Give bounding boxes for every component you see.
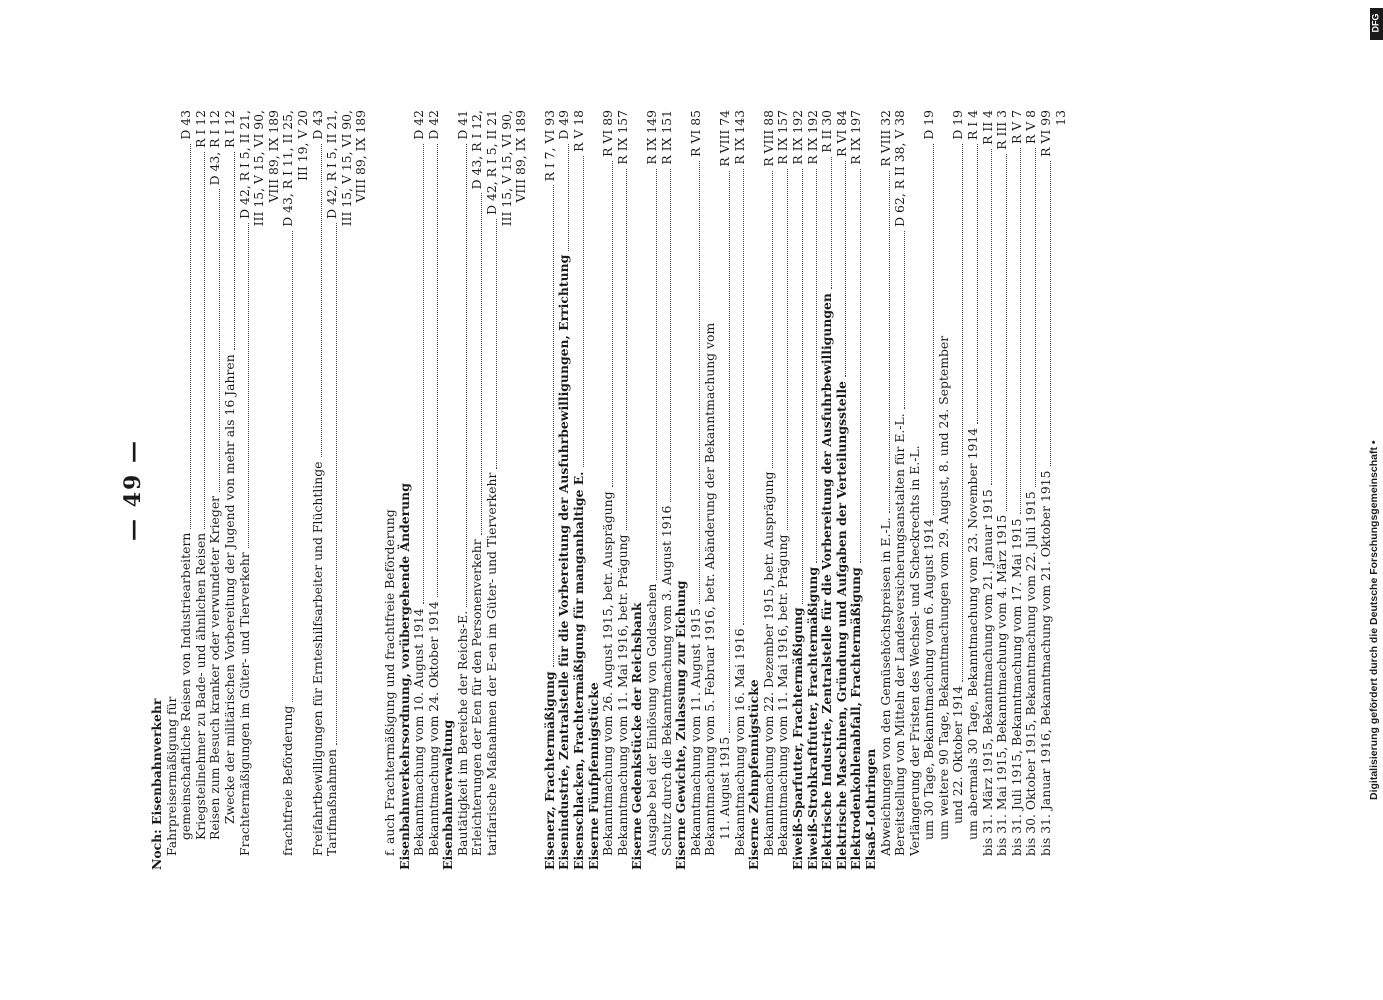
index-text: f. auch Frachtermäßigung und frachtfreie Beförderung xyxy=(381,509,397,856)
index-text: Bekanntmachung vom 22. Dezember 1915, betr. Ausprägung xyxy=(760,471,776,856)
index-text: Bekanntmachung vom 26. August 1915, betr. Ausprägung xyxy=(600,491,616,856)
index-text: frachtfreie Beförderung xyxy=(280,705,296,856)
index-text: Bekanntmachung vom 10. August 1914 xyxy=(411,608,427,856)
index-text: und 22. Oktober 1914 xyxy=(950,685,966,824)
leader-dots xyxy=(860,169,861,564)
index-ref: R VI 99 xyxy=(1038,110,1054,157)
index-ref: R VI 84 xyxy=(833,110,849,157)
index-ref: D 19 xyxy=(921,110,937,140)
index-text: Schutz durch die Bekanntmachung vom 3. August 1916 xyxy=(658,505,674,856)
leader-dots xyxy=(481,193,482,535)
index-ref: D 41 xyxy=(454,110,470,140)
index-ref: R I 12 xyxy=(192,110,208,148)
index-ref: D 42, R I 5, II 21, xyxy=(236,110,252,219)
index-entry xyxy=(645,110,660,870)
index-entries xyxy=(150,110,1068,870)
leader-dots xyxy=(219,189,220,492)
index-entry xyxy=(937,110,952,870)
index-text: Frachtermäßigungen im Güter- und Tierverkehr xyxy=(236,552,252,856)
index-entry xyxy=(281,110,296,870)
index-text: bis 31. Januar 1916, Bekanntmachung vom 21. Oktober 1915 xyxy=(1038,470,1054,856)
index-entry xyxy=(630,110,645,870)
index-ref: D 42, R I 5, II 21 xyxy=(484,110,500,215)
index-entry xyxy=(150,110,165,870)
leader-dots xyxy=(1035,148,1036,487)
index-entry xyxy=(879,110,894,870)
leader-dots xyxy=(553,185,554,667)
index-ref: R III 3 xyxy=(994,110,1010,150)
index-entry xyxy=(325,110,340,870)
index-heading: Elektrische Industrie, Zentralstelle für die Vorbereitung der Ausfuhrbewilligungen xyxy=(819,293,835,870)
index-entry xyxy=(762,110,777,870)
footer-number-row xyxy=(1054,110,1069,870)
index-ref-continuation xyxy=(354,110,369,870)
index-entry xyxy=(587,110,602,870)
leader-dots xyxy=(1050,161,1051,467)
leader-dots xyxy=(1020,148,1021,514)
index-ref: R VI 85 xyxy=(687,110,703,157)
index-text: Bekanntmachung vom 24. Oktober 1914 xyxy=(425,601,441,856)
index-entry xyxy=(427,110,442,870)
index-text: tarifarische Maßnahmen der E-en im Güter- und Tierverkehr xyxy=(484,472,500,856)
index-text: Erleichterungen der Een für den Personenverkehr xyxy=(469,539,485,856)
index-heading: Eisenbahnverkehrsordnung, vorübergehende Änderung xyxy=(396,483,412,870)
index-text: Bekanntmachung vom 5. Februar 1916, betr. Abänderung der Bekanntmachung vom xyxy=(702,322,718,856)
index-ref: D 62, R II 38, V 38 xyxy=(892,110,908,227)
index-heading: Eiweiß-Sparfutter, Frachtermäßigung xyxy=(789,607,805,870)
spacer xyxy=(369,110,383,870)
index-entry xyxy=(981,110,996,870)
index-entry xyxy=(557,110,572,870)
index-entry xyxy=(951,110,966,870)
index-ref: D 43, R I 11, II 25, xyxy=(280,110,296,227)
index-heading: Eisenerz, Frachtermäßigung xyxy=(541,671,557,870)
index-ref: R IX 157 xyxy=(614,110,630,165)
index-text: Freifahrtbewilligungen für Ernteshilfsarbeiter und Flüchtlinge xyxy=(309,461,325,856)
index-text: Bekanntmachung vom 16. Mai 1916 xyxy=(731,628,747,856)
index-ref: R I 4 xyxy=(965,110,981,140)
leader-dots xyxy=(190,144,191,529)
index-entry xyxy=(165,110,180,870)
index-entry xyxy=(543,110,558,870)
index-ref: R II 30 xyxy=(819,110,835,153)
index-text: Bereitstellung von Mitteln der Landesversicherungsanstalten für E.-L. xyxy=(892,413,908,856)
index-ref: III 15, V 15, VI 90, xyxy=(338,110,354,227)
index-ref: D 19 xyxy=(950,110,966,140)
leader-dots xyxy=(583,156,584,468)
leader-dots xyxy=(772,171,773,468)
index-heading: Noch: Eisenbahnverkehr xyxy=(149,698,164,870)
page-number: — 49 — xyxy=(120,439,146,541)
index-ref: III 15, V 15, VI 90, xyxy=(251,110,267,227)
index-entry xyxy=(820,110,835,870)
index-ref: R V 18 xyxy=(571,110,587,152)
index-text: Abweichungen von den Gemüsehöchstpreisen in E.-L. xyxy=(877,517,893,856)
leader-dots xyxy=(612,161,613,488)
index-heading: Eisenindustrie, Zentralstelle für die Vorbereitung der Ausfuhrbewilligungen, Errichtung xyxy=(556,254,572,870)
leader-dots xyxy=(816,169,817,563)
index-ref: R IX 143 xyxy=(731,110,747,165)
index-ref: R VIII 88 xyxy=(760,110,776,167)
index-text: um 30 Tage, Bekanntmachung vom 6. August 1914 xyxy=(921,519,937,840)
leader-dots xyxy=(845,161,846,377)
leader-dots xyxy=(248,223,249,548)
leader-dots xyxy=(321,144,322,458)
index-entry xyxy=(208,110,223,870)
index-entry xyxy=(674,110,689,870)
index-ref-continuation xyxy=(500,110,515,870)
index-text: um abermals 30 Tage, Bekanntmachung vom 23. November 1914 xyxy=(965,427,981,840)
dfg-logo: DFG xyxy=(1370,8,1383,40)
index-entry xyxy=(791,110,806,870)
index-entry xyxy=(776,110,791,870)
leader-dots xyxy=(1006,154,1007,511)
leader-dots xyxy=(234,152,235,350)
index-entry xyxy=(470,110,485,870)
index-text: Bekanntmachung vom 11. Mai 1916, betr. Prägung xyxy=(614,534,630,856)
index-ref: R IX 197 xyxy=(848,110,864,165)
index-heading: Eiserne Gedenkstücke der Reichsbank xyxy=(629,602,645,870)
leader-dots xyxy=(977,144,978,424)
footer-number: 13 xyxy=(1052,110,1068,126)
index-text: Bautätigkeit im Bereiche der Reichs-E. xyxy=(454,610,470,856)
index-entry xyxy=(383,110,398,870)
index-ref: D 43, R I 12, xyxy=(469,110,485,190)
index-text: gemeinschaftliche Reisen von Industriearbeitern xyxy=(178,532,194,840)
index-ref: D 43, R I 12 xyxy=(207,110,223,186)
index-text: um weitere 90 Tage, Bekanntmachungen vom 29. August, 8. und 24. September xyxy=(935,335,951,840)
rotated-index-page xyxy=(120,110,1280,870)
index-ref: R IX 192 xyxy=(789,110,805,165)
leader-dots xyxy=(933,144,934,515)
index-ref: R I 12 xyxy=(221,110,237,148)
index-ref: R V 8 xyxy=(1023,110,1039,145)
index-ref-continuation xyxy=(267,110,282,870)
index-entry xyxy=(616,110,631,870)
index-ref-continuation xyxy=(340,110,355,870)
index-text: bis 31. Juli 1915, Bekanntmachung vom 17. Mai 1915 xyxy=(1008,518,1024,856)
leader-dots xyxy=(889,171,890,514)
leader-dots xyxy=(787,169,788,531)
index-ref: R II 4 xyxy=(979,110,995,145)
index-entry xyxy=(703,110,718,870)
index-ref: VIII 89, IX 189 xyxy=(513,110,529,203)
spacer xyxy=(529,110,543,870)
index-heading: Eisenbahnverwaltung xyxy=(440,719,456,870)
index-text: Fahrpreisermäßigung für xyxy=(163,696,179,856)
index-text: Bekanntmachung vom 11. August 1915 xyxy=(687,608,703,856)
leader-dots xyxy=(962,144,963,682)
index-entry xyxy=(908,110,923,870)
index-text: bis 30. Oktober 1915, Bekanntmachung vom 22. Juli 1915 xyxy=(1023,491,1039,856)
index-ref: VIII 89, IX 189 xyxy=(265,110,281,203)
index-entry xyxy=(660,110,675,870)
index-entry xyxy=(733,110,748,870)
index-entry xyxy=(849,110,864,870)
index-entry xyxy=(1010,110,1025,870)
index-text: 11. August 1915 xyxy=(716,736,732,840)
index-ref: R IX 149 xyxy=(644,110,659,165)
leader-dots xyxy=(496,219,497,469)
leader-dots xyxy=(204,152,205,529)
index-ref-continuation xyxy=(296,110,311,870)
index-ref-continuation xyxy=(514,110,529,870)
index-text: bis 31. März 1915, Bekanntmachung vom 21. Januar 1915 xyxy=(979,489,995,856)
index-entry xyxy=(238,110,253,870)
index-ref: III 19, V 20 xyxy=(294,110,310,181)
index-text: Verlängerung der Fristen des Wechsel- und Scheckrechts in E.-L. xyxy=(906,445,922,856)
leader-dots xyxy=(831,157,832,289)
leader-dots xyxy=(336,223,337,745)
index-entry xyxy=(718,110,733,870)
index-entry xyxy=(456,110,471,870)
index-ref: R IX 192 xyxy=(804,110,820,165)
index-ref-continuation xyxy=(252,110,267,870)
index-entry xyxy=(995,110,1010,870)
index-ref: R IX 151 xyxy=(658,110,674,165)
index-heading: Eiserne Fünfpfennigstücke xyxy=(585,682,601,870)
index-ref: D 43 xyxy=(178,110,194,140)
index-heading: Elsaß-Lothringen xyxy=(862,748,878,870)
index-entry xyxy=(966,110,981,870)
index-entry xyxy=(441,110,456,870)
leader-dots xyxy=(423,144,424,605)
leader-dots xyxy=(656,169,657,580)
index-ref: D 42, R I 5, II 21, xyxy=(324,110,340,219)
leader-dots xyxy=(292,231,293,702)
index-heading: Eiweiß-Strohkraftfutter, Frachtermäßigung xyxy=(804,567,820,870)
index-entry xyxy=(835,110,850,870)
index-ref: R VIII 74 xyxy=(716,110,732,167)
index-text: Kriegsteilnehmer zu Bade- und ähnlichen Reisen xyxy=(192,532,208,840)
leader-dots xyxy=(743,169,744,625)
leader-dots xyxy=(437,144,438,598)
index-entry xyxy=(864,110,879,870)
leader-dots xyxy=(991,149,992,485)
index-entry xyxy=(311,110,326,870)
index-heading: Elektrische Maschinen, Gründung und Aufgaben der Verteilungsstelle xyxy=(833,381,849,870)
index-text: Tarifmaßnahmen xyxy=(324,749,340,856)
index-entry xyxy=(572,110,587,870)
index-entry xyxy=(1039,110,1054,870)
index-text: bis 31. Mai 1915, Bekanntmachung vom 4. März 1915 xyxy=(994,514,1010,856)
index-entry xyxy=(1024,110,1039,870)
index-ref: D 42 xyxy=(411,110,427,140)
index-ref: D 42 xyxy=(425,110,441,140)
leader-dots xyxy=(699,161,700,605)
index-heading: Eiserne Gewichte, Zulassung zur Eichung xyxy=(673,580,689,870)
index-ref: D 49 xyxy=(556,110,572,140)
index-ref: R IX 157 xyxy=(775,110,791,165)
index-entry xyxy=(922,110,937,870)
index-heading: Eiserne Zehnpfennigstücke xyxy=(746,679,762,870)
leader-dots xyxy=(568,144,569,251)
index-entry xyxy=(485,110,500,870)
leader-dots xyxy=(802,169,803,604)
leader-dots xyxy=(670,169,671,502)
index-ref: R I 7, VI 93 xyxy=(541,110,557,182)
index-entry xyxy=(893,110,908,870)
index-text: Reisen zum Besuch kranker oder verwundeter Krieger xyxy=(207,495,223,840)
index-ref: D 43 xyxy=(309,110,325,140)
index-entry xyxy=(601,110,616,870)
index-entry xyxy=(179,110,194,870)
index-ref: III 15, V 15, VI 90, xyxy=(498,110,514,227)
index-entry xyxy=(806,110,821,870)
index-ref: R VIII 32 xyxy=(877,110,893,167)
leader-dots xyxy=(626,169,627,531)
index-text: Zwecke der militärischen Vorbereitung der Jugend von mehr als 16 Jahren xyxy=(221,354,237,824)
index-ref: VIII 89, IX 189 xyxy=(353,110,369,203)
index-ref: R VI 89 xyxy=(600,110,616,157)
leader-dots xyxy=(729,171,730,733)
index-text: Bekanntmachung vom 11. Mai 1916, betr. Prägung xyxy=(775,534,791,856)
index-ref: R V 7 xyxy=(1008,110,1024,145)
index-heading: Eisenschlacken, Frachtermäßigung für manganhaltige E. xyxy=(571,471,587,870)
leader-dots xyxy=(904,231,905,410)
index-entry xyxy=(747,110,762,870)
index-heading: Elektrodenkohlenabfall, Frachtermäßigung xyxy=(848,567,864,870)
index-entry xyxy=(689,110,704,870)
index-entry xyxy=(398,110,413,870)
index-text: Ausgabe bei der Einlösung von Goldsachen xyxy=(644,583,659,856)
leader-dots xyxy=(466,144,467,607)
index-entry xyxy=(223,110,238,870)
digitization-caption: Digitalisierung gefördert durch die Deutsche Forschungsgemeinschaft • xyxy=(1368,440,1380,800)
index-entry xyxy=(194,110,209,870)
index-entry xyxy=(412,110,427,870)
